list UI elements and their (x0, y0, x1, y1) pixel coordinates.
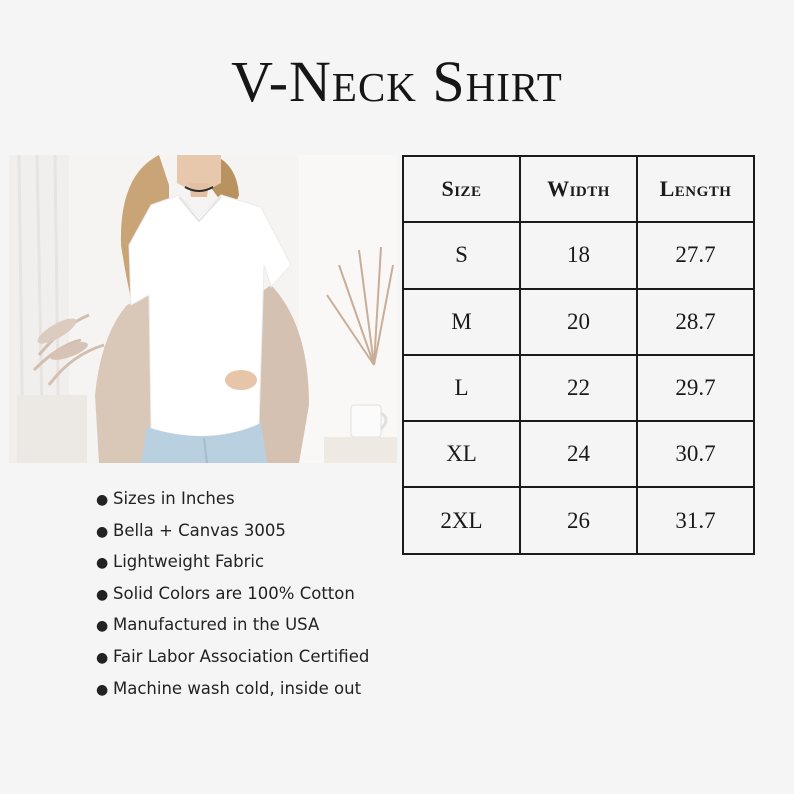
width-cell: 18 (520, 222, 637, 288)
size-cell: L (403, 355, 520, 421)
table-row (403, 421, 754, 487)
table-header-row (403, 156, 754, 222)
length-cell: 28.7 (637, 289, 754, 355)
width-cell: 22 (520, 355, 637, 421)
size-chart-table (402, 155, 755, 555)
feature-text: Bella + Canvas 3005 (113, 520, 286, 540)
list-item (96, 676, 369, 708)
list-item (96, 518, 369, 550)
list-item (96, 612, 369, 644)
table-row (403, 222, 754, 288)
list-item (96, 644, 369, 676)
width-cell: 20 (520, 289, 637, 355)
feature-text: Sizes in Inches (113, 489, 235, 508)
list-item (96, 581, 369, 613)
column-header-size: Size (403, 156, 520, 222)
table-row (403, 289, 754, 355)
model-wearing-shirt-image (9, 155, 397, 463)
bullet-icon: ● (96, 681, 109, 698)
feature-text: Machine wash cold, inside out (113, 678, 362, 698)
bullet-icon: ● (96, 492, 109, 508)
length-cell: 29.7 (637, 355, 754, 421)
page-title: V-Neck Shirt (231, 49, 563, 114)
width-cell: 24 (520, 421, 637, 487)
feature-text: Lightweight Fabric (113, 552, 265, 572)
length-cell: 30.7 (637, 421, 754, 487)
bullet-icon: ● (96, 523, 109, 540)
length-cell: 27.7 (637, 222, 754, 288)
column-header-length: Length (637, 156, 754, 222)
feature-text: Fair Labor Association Certified (113, 646, 370, 666)
feature-list (96, 486, 369, 707)
product-photo (9, 155, 397, 463)
feature-text: Manufactured in the USA (113, 615, 320, 635)
bullet-icon: ● (96, 649, 109, 666)
column-header-width: Width (520, 156, 637, 222)
bullet-icon: ● (96, 586, 109, 603)
list-item (96, 486, 369, 518)
size-cell: XL (403, 421, 520, 487)
length-cell: 31.7 (637, 487, 754, 553)
size-cell: 2XL (403, 487, 520, 553)
feature-text: Solid Colors are 100% Cotton (113, 583, 355, 603)
size-cell: S (403, 222, 520, 288)
table-row (403, 355, 754, 421)
bullet-icon: ● (96, 555, 109, 572)
table-row (403, 487, 754, 553)
bullet-icon: ● (96, 618, 109, 635)
width-cell: 26 (520, 487, 637, 553)
size-cell: M (403, 289, 520, 355)
list-item (96, 549, 369, 581)
